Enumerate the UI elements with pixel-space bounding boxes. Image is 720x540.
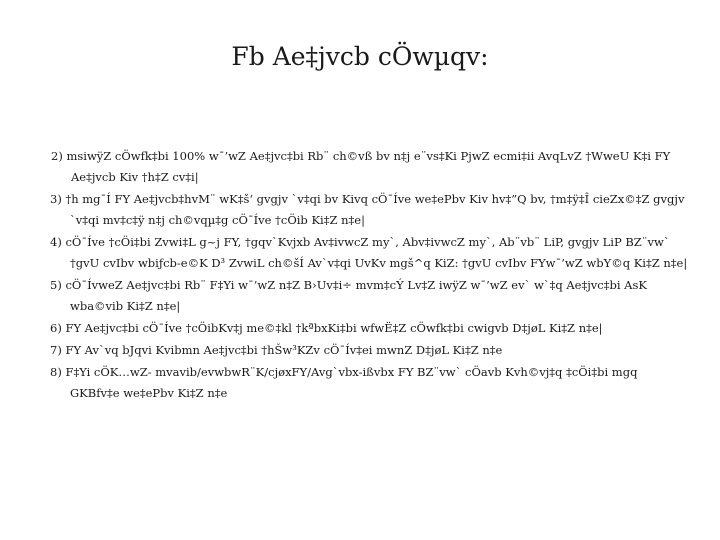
list-item: 5) cÖ¯ÍvweZ Ae‡jvc‡bi Rb¨ F‡Yi w¯’wZ n‡Z B›Uv‡i÷ mvm‡cÝ Lv‡Z iwÿZ w¯’wZ ev` w`‡q Ae‡jvc‡bi AsK wba©vib Ki‡Z n‡e| bbox=[50, 278, 647, 313]
list-item: 8) F‡Yi cÖK…wZ- mvavib/evwbwR¨K/cjøxFY/Avg`vbx-ißvbx FY BZ¨vw` cÖavb Kvh©vj‡q ‡cÖi‡bi mgq GKBfv‡e we‡ePbv Ki‡Z n‡e bbox=[50, 365, 638, 400]
slide-title: Fb Ae‡jvcb cÖwµqv: bbox=[231, 42, 489, 71]
list-item: 7) FY Av`vq bJqvi Kvibmn Ae‡jvc‡bi †hŠw³KZv cÖ¯Ív‡ei mwnZ D‡jøL Ki‡Z n‡e bbox=[50, 343, 503, 357]
list-item: 3) †h mg¯Í FY Ae‡jvcb‡hvM¨ wK‡š‘ gvgjv `v‡qi bv Kivq cÖ¯Íve we‡ePbv Kiv hv‡”Q bv, †m‡ÿ‡Î cieZx©‡Z gvgjv `v‡qi mv‡c‡ÿ n‡j ch©vqµ‡g cÖ¯Íve †cÖib Ki‡Z n‡e| bbox=[50, 192, 685, 227]
procedure-list bbox=[50, 146, 690, 405]
list-item: 6) FY Ae‡jvc‡bi cÖ¯Íve †cÖibKv‡j me©‡kl †kªbxKi‡bi wfwË‡Z cÖwfk‡bi cwigvb D‡jøL Ki‡Z n‡e| bbox=[50, 321, 603, 335]
list-item: 2) msiwÿZ cÖwfk‡bi 100% w¯’wZ Ae‡jvc‡bi Rb¨ ch©vß bv n‡j e¨vs‡Ki PjwZ ecmi‡ii AvqLvZ †WweU K‡i FY Ae‡jvcb Kiv †h‡Z cv‡i| bbox=[51, 149, 671, 184]
list-item: 4) cÖ¯Íve †cÖi‡bi Zvwi‡L g~j FY, †gqv`Kvjxb Av‡ivwcZ my`, Abv‡ivwcZ my`, Ab¨vb¨ LiP, gvgjv LiP BZ¨vw` †gvU cvIbv wbiƒcb-e©K D³ ZvwiL ch©šÍ Av`v‡qi UvKv mgš^q KiZ: †gvU cvIbv FYw¯’wZ wbY©q Ki‡Z n‡e| bbox=[50, 235, 688, 270]
